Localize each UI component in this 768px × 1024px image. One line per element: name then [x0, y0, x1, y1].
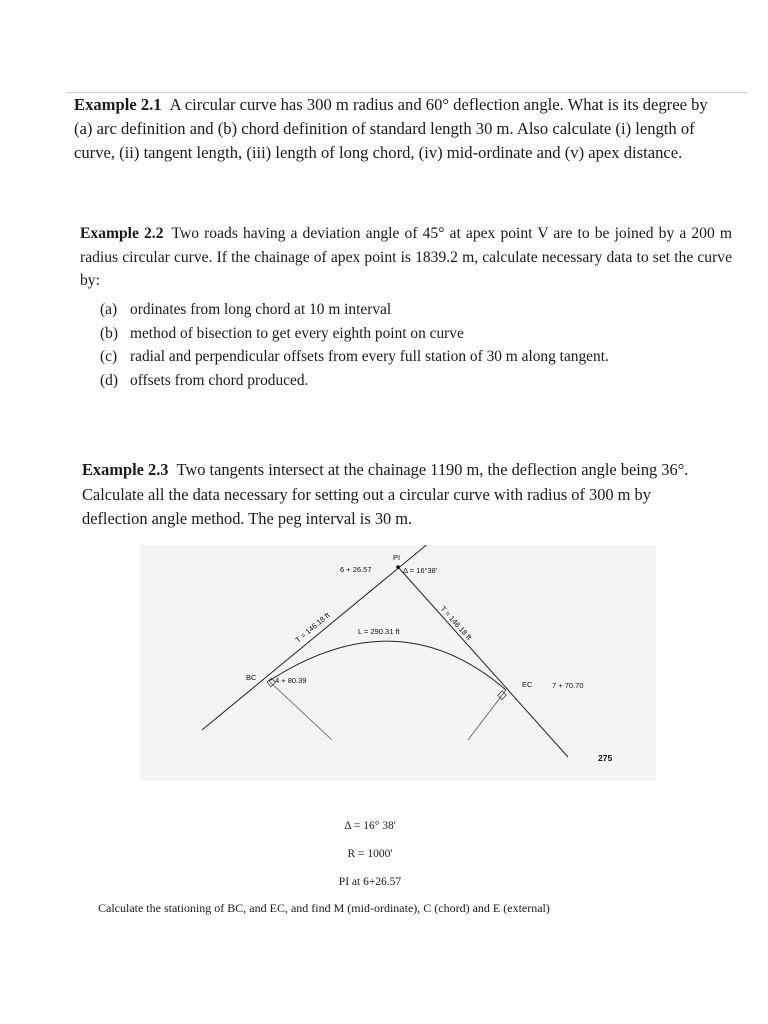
item-label: (c) [100, 348, 118, 365]
curve-diagram [140, 545, 656, 781]
example-2-3-title: Example 2.3 [82, 460, 169, 479]
example-2-2-title: Example 2.2 [80, 225, 164, 242]
item-label: (a) [100, 301, 118, 318]
radius-line-bc [269, 681, 332, 740]
delta-label: Δ = 16°38' [403, 566, 438, 575]
ec-station: 7 + 70.70 [552, 681, 584, 690]
item-text: method of bisection to get every eighth point on curve [130, 324, 464, 342]
item-text: offsets from chord produced. [130, 371, 309, 389]
item-label: (b) [100, 324, 118, 342]
back-tangent-line [202, 545, 430, 730]
list-item [100, 322, 732, 346]
example-2-3 [82, 458, 702, 532]
bc-label: BC [246, 673, 257, 682]
curve-length-label: L = 290.31 ft [358, 627, 400, 636]
question-text: Calculate the stationing of BC, and EC, and find M (mid-ordinate), C (chord) and E (external) [98, 901, 550, 915]
given-pi: PI at 6+26.57 [338, 876, 402, 888]
item-text: ordinates from long chord at 10 m interval [130, 301, 392, 318]
given-radius: R = 1000' [347, 848, 393, 860]
curve-figure [140, 545, 656, 781]
pi-point [396, 565, 400, 569]
example-2-1 [74, 93, 726, 166]
tangent-length-left: T = 146.18 ft [293, 610, 332, 645]
forward-tangent-line [398, 567, 568, 757]
given-delta: Δ = 16° 38' [344, 820, 396, 832]
pi-label: PI [393, 553, 401, 562]
item-text: radial and perpendicular offsets from every full station of 30 m along tangent. [130, 348, 609, 365]
item-label: (d) [100, 371, 118, 389]
ec-label: EC [522, 680, 533, 689]
example-2-2 [80, 222, 732, 293]
example-2-2-items [100, 298, 732, 392]
bc-station: 4 + 80.39 [275, 676, 307, 685]
pi-station: 6 + 26.57 [340, 565, 372, 574]
list-item [100, 298, 732, 322]
example-2-2-text: Two roads having a deviation angle of 45° at apex point V are to be joined by a 200 m radius circular curve. If the chainage of apex point is 1839.2 m, calculate necessary data to set the curve by: [80, 225, 732, 289]
example-2-3-text: Two tangents intersect at the chainage 1190 m, the deflection angle being 36°. Calculate all the data necessary for setting out a circular curve with radius of 300 m by deflection angle method. The peg interval is 30 m. [82, 460, 689, 528]
tangent-length-right: T = 146.18 ft [438, 604, 474, 642]
page-number: 275 [598, 753, 613, 763]
example-2-1-title: Example 2.1 [74, 95, 162, 114]
example-2-1-text: A circular curve has 300 m radius and 60° deflection angle. What is its degree by (a) arc definition and (b) chord definition of standard length 30 m. Also calculate (i) length of curve, (ii) tangent length, (iii) length of long chord, (iv) mid-ordinate and (v) apex distance. [74, 95, 708, 163]
list-item [100, 369, 732, 393]
list-item [100, 345, 732, 369]
